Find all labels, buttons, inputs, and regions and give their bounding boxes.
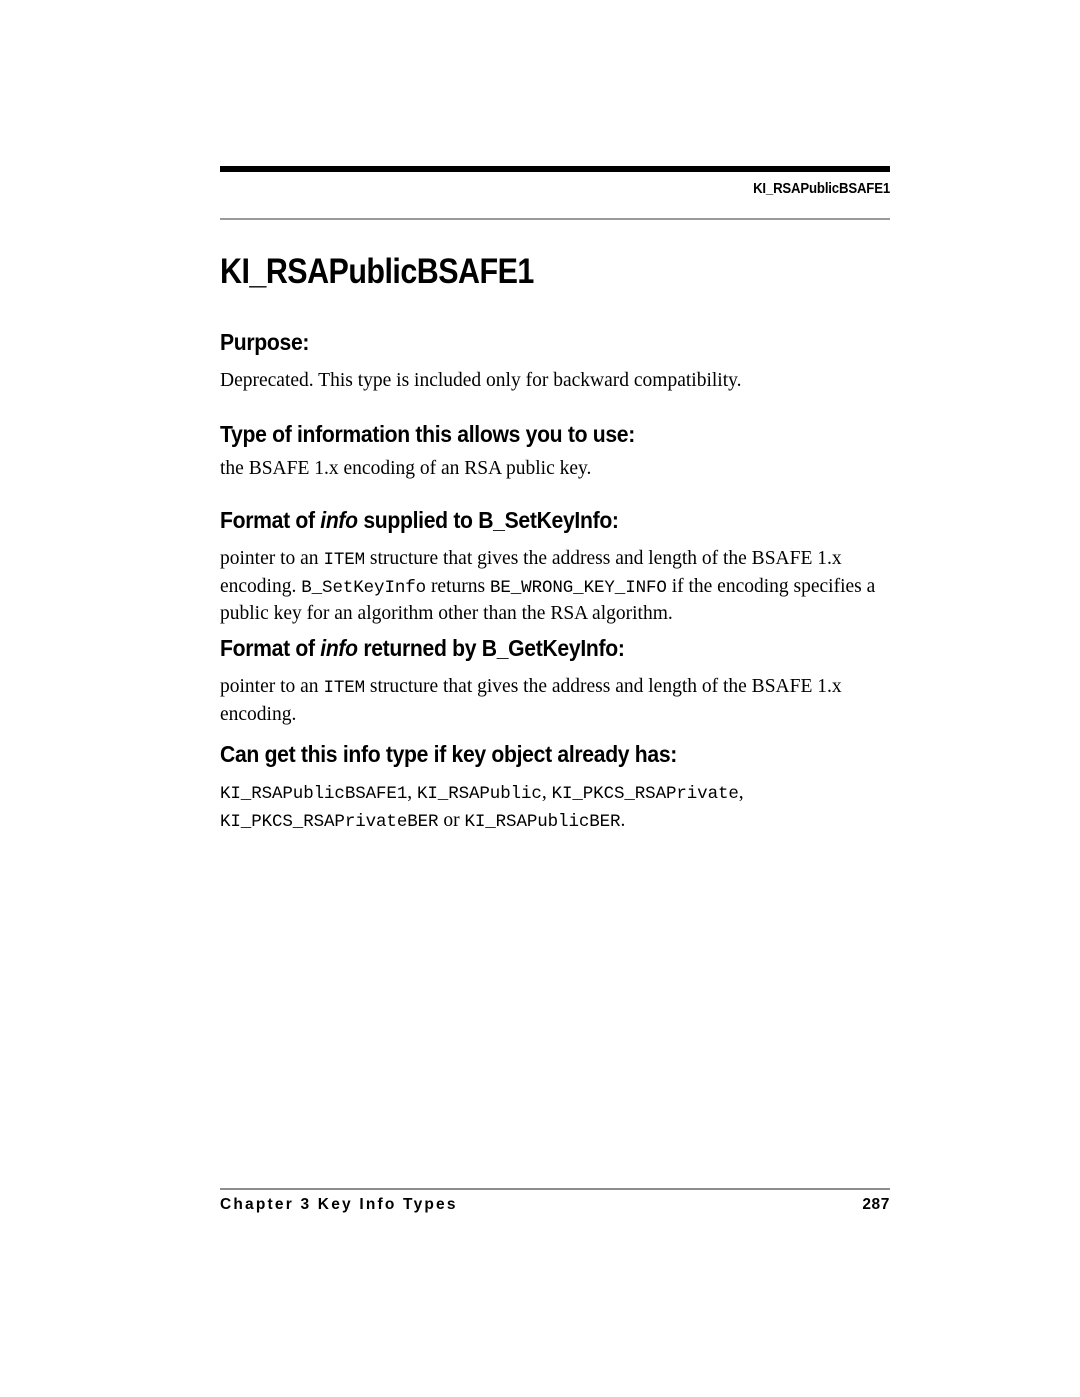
body-text-run: structure that gives the address and length of the BSAFE 1.x encoding. [220, 548, 842, 597]
inline-code: KI_PKCS_RSAPrivate [551, 784, 739, 804]
header-top-rule [220, 166, 890, 172]
heading-emphasis: info [320, 507, 358, 533]
body-text-run: , [541, 782, 552, 803]
inline-code: KI_PKCS_RSAPrivateBER [220, 811, 439, 832]
body-text-run: , [407, 782, 417, 803]
section-heading: Type of information this allows you to use: [220, 421, 635, 447]
inline-code: KI_RSAPublicBSAFE1 [220, 784, 408, 804]
heading-text: Format of [220, 507, 321, 533]
body-text-run: pointer to an [220, 676, 324, 697]
section-heading [220, 634, 825, 663]
inline-code: B_SetKeyInfo [301, 577, 427, 598]
body-text-run: structure that gives the address and length of the BSAFE 1.x encoding. [220, 676, 842, 725]
section-heading [220, 506, 825, 535]
running-header: KI_RSAPublicBSAFE1 [753, 180, 890, 197]
footer-chapter-label: Chapter 3 Key Info Types [220, 1196, 458, 1213]
header-bottom-rule [220, 218, 890, 220]
heading-text: returned by B_GetKeyInfo: [357, 635, 625, 661]
section-body [220, 780, 892, 835]
heading-emphasis: info [320, 635, 358, 661]
body-text-run: the BSAFE 1.x encoding of an RSA public key. [220, 458, 592, 479]
page-title: KI_RSAPublicBSAFE1 [220, 252, 534, 291]
body-text-run: or [438, 809, 465, 831]
inline-code: KI_RSAPublic [416, 784, 542, 804]
page-content [220, 250, 892, 832]
section-body [220, 546, 892, 628]
heading-text: supplied to B_SetKeyInfo: [357, 507, 619, 533]
body-text-run: , [738, 782, 744, 803]
body-text-run: if the encoding specifies a public key for an algorithm other than the RSA algorithm. [220, 575, 876, 624]
section-heading: Can get this info type if key object already has: [220, 741, 678, 767]
body-text-run: Deprecated. This type is included only for backward compatibility. [220, 370, 742, 391]
body-text-run: returns [426, 575, 490, 597]
inline-code: ITEM [323, 678, 366, 698]
inline-code: KI_RSAPublicBER [464, 811, 621, 832]
inline-code: BE_WRONG_KEY_INFO [489, 577, 667, 598]
heading-text: Format of [220, 635, 321, 661]
body-text-run: pointer to an [220, 548, 324, 569]
section-heading: Purpose: [220, 329, 310, 355]
section-body [220, 456, 892, 483]
section-body [220, 674, 892, 728]
footer-page-number: 287 [862, 1196, 890, 1213]
footer-rule [220, 1188, 890, 1190]
section-body [220, 368, 892, 395]
body-text-run: . [620, 809, 626, 831]
inline-code: ITEM [323, 550, 366, 570]
